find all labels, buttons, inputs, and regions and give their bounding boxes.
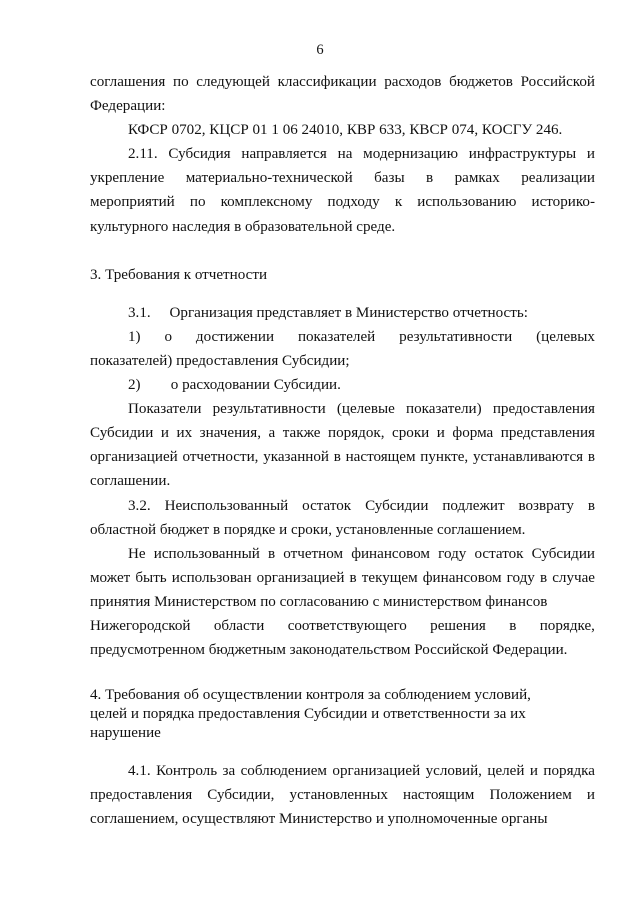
list-item-2-text: о расходовании Субсидии. [170, 377, 341, 394]
paragraph-3-1 [90, 301, 595, 325]
paragraph-4-1: 4.1. Контроль за соблюдением организацией условий, целей и порядка предоставления Субсидии, установленных настоящим Положением и соглашением, осуществляют Министерство и уполномоченные органы [90, 763, 595, 828]
list-word: показателей [297, 328, 376, 345]
para-word: области [213, 617, 265, 634]
paragraph-indicators: Показатели результативности (целевые показатели) предоставления Субсидии и их значения, а также порядок, сроки и форма представления организацией отчетности, указанной в настоящем пункте, устанавливаются в соглашении. [90, 401, 595, 490]
paragraph-unused-balance-line [90, 614, 595, 638]
para-word: соответствующего [287, 617, 407, 634]
clause-text: Организация представляет в Министерство отчетность: [169, 304, 528, 321]
list-item-1 [90, 325, 595, 349]
list-word: о [164, 328, 173, 345]
list-word: (целевых [536, 328, 595, 345]
list-item-1-line-2: показателей) предоставления Субсидии; [90, 352, 350, 369]
page-number: 6 [316, 42, 324, 58]
section-4-heading [90, 686, 595, 743]
paragraph-classification: соглашения по следующей классификации расходов бюджетов Российской Федерации: [90, 74, 595, 115]
list-word: 1) [128, 328, 141, 345]
list-item-2 [90, 373, 595, 397]
para-word: порядке, [539, 617, 595, 634]
para-word: в [509, 617, 517, 634]
list-item-2-number: 2) [128, 377, 141, 394]
document-body [90, 70, 595, 831]
list-item-1-line-1 [128, 325, 595, 349]
paragraph-budget-codes: КФСР 0702, КЦСР 01 1 06 24010, КВР 633, КВСР 074, КОСГУ 246. [128, 122, 563, 139]
paragraph-3-2: 3.2. Неиспользованный остаток Субсидии подлежит возврату в областной бюджет в порядке и сроки, установленные соглашением. [90, 497, 595, 538]
section-4-heading-line-2: целей и порядка предоставления Субсидии и ответственности за их [90, 706, 526, 723]
para-word: решения [430, 617, 486, 634]
section-4-heading-line-3: нарушение [90, 725, 161, 742]
list-word: достижении [195, 328, 275, 345]
paragraph-unused-balance-last-line: предусмотренном бюджетным законодательством Российской Федерации. [90, 642, 568, 659]
section-3-heading: 3. Требования к отчетности [90, 266, 268, 283]
list-word: результативности [399, 328, 513, 345]
paragraph-2-11: 2.11. Субсидия направляется на модернизацию инфраструктуры и укрепление материально-технической базы в рамках реализации мероприятий по комплексному подходу к использованию историко-культурного наследия в образовательной среде. [90, 146, 595, 235]
para-word: Нижегородской [90, 617, 191, 634]
clause-number: 3.1. [128, 304, 151, 321]
paragraph-unused-balance: Не использованный в отчетном финансовом году остаток Субсидии может быть использован организацией в текущем финансовом году в случае принятия Министерством по согласованию с министерством финансов [90, 545, 595, 610]
section-4-heading-line-1: 4. Требования об осуществлении контроля за соблюдением условий, [90, 687, 531, 704]
